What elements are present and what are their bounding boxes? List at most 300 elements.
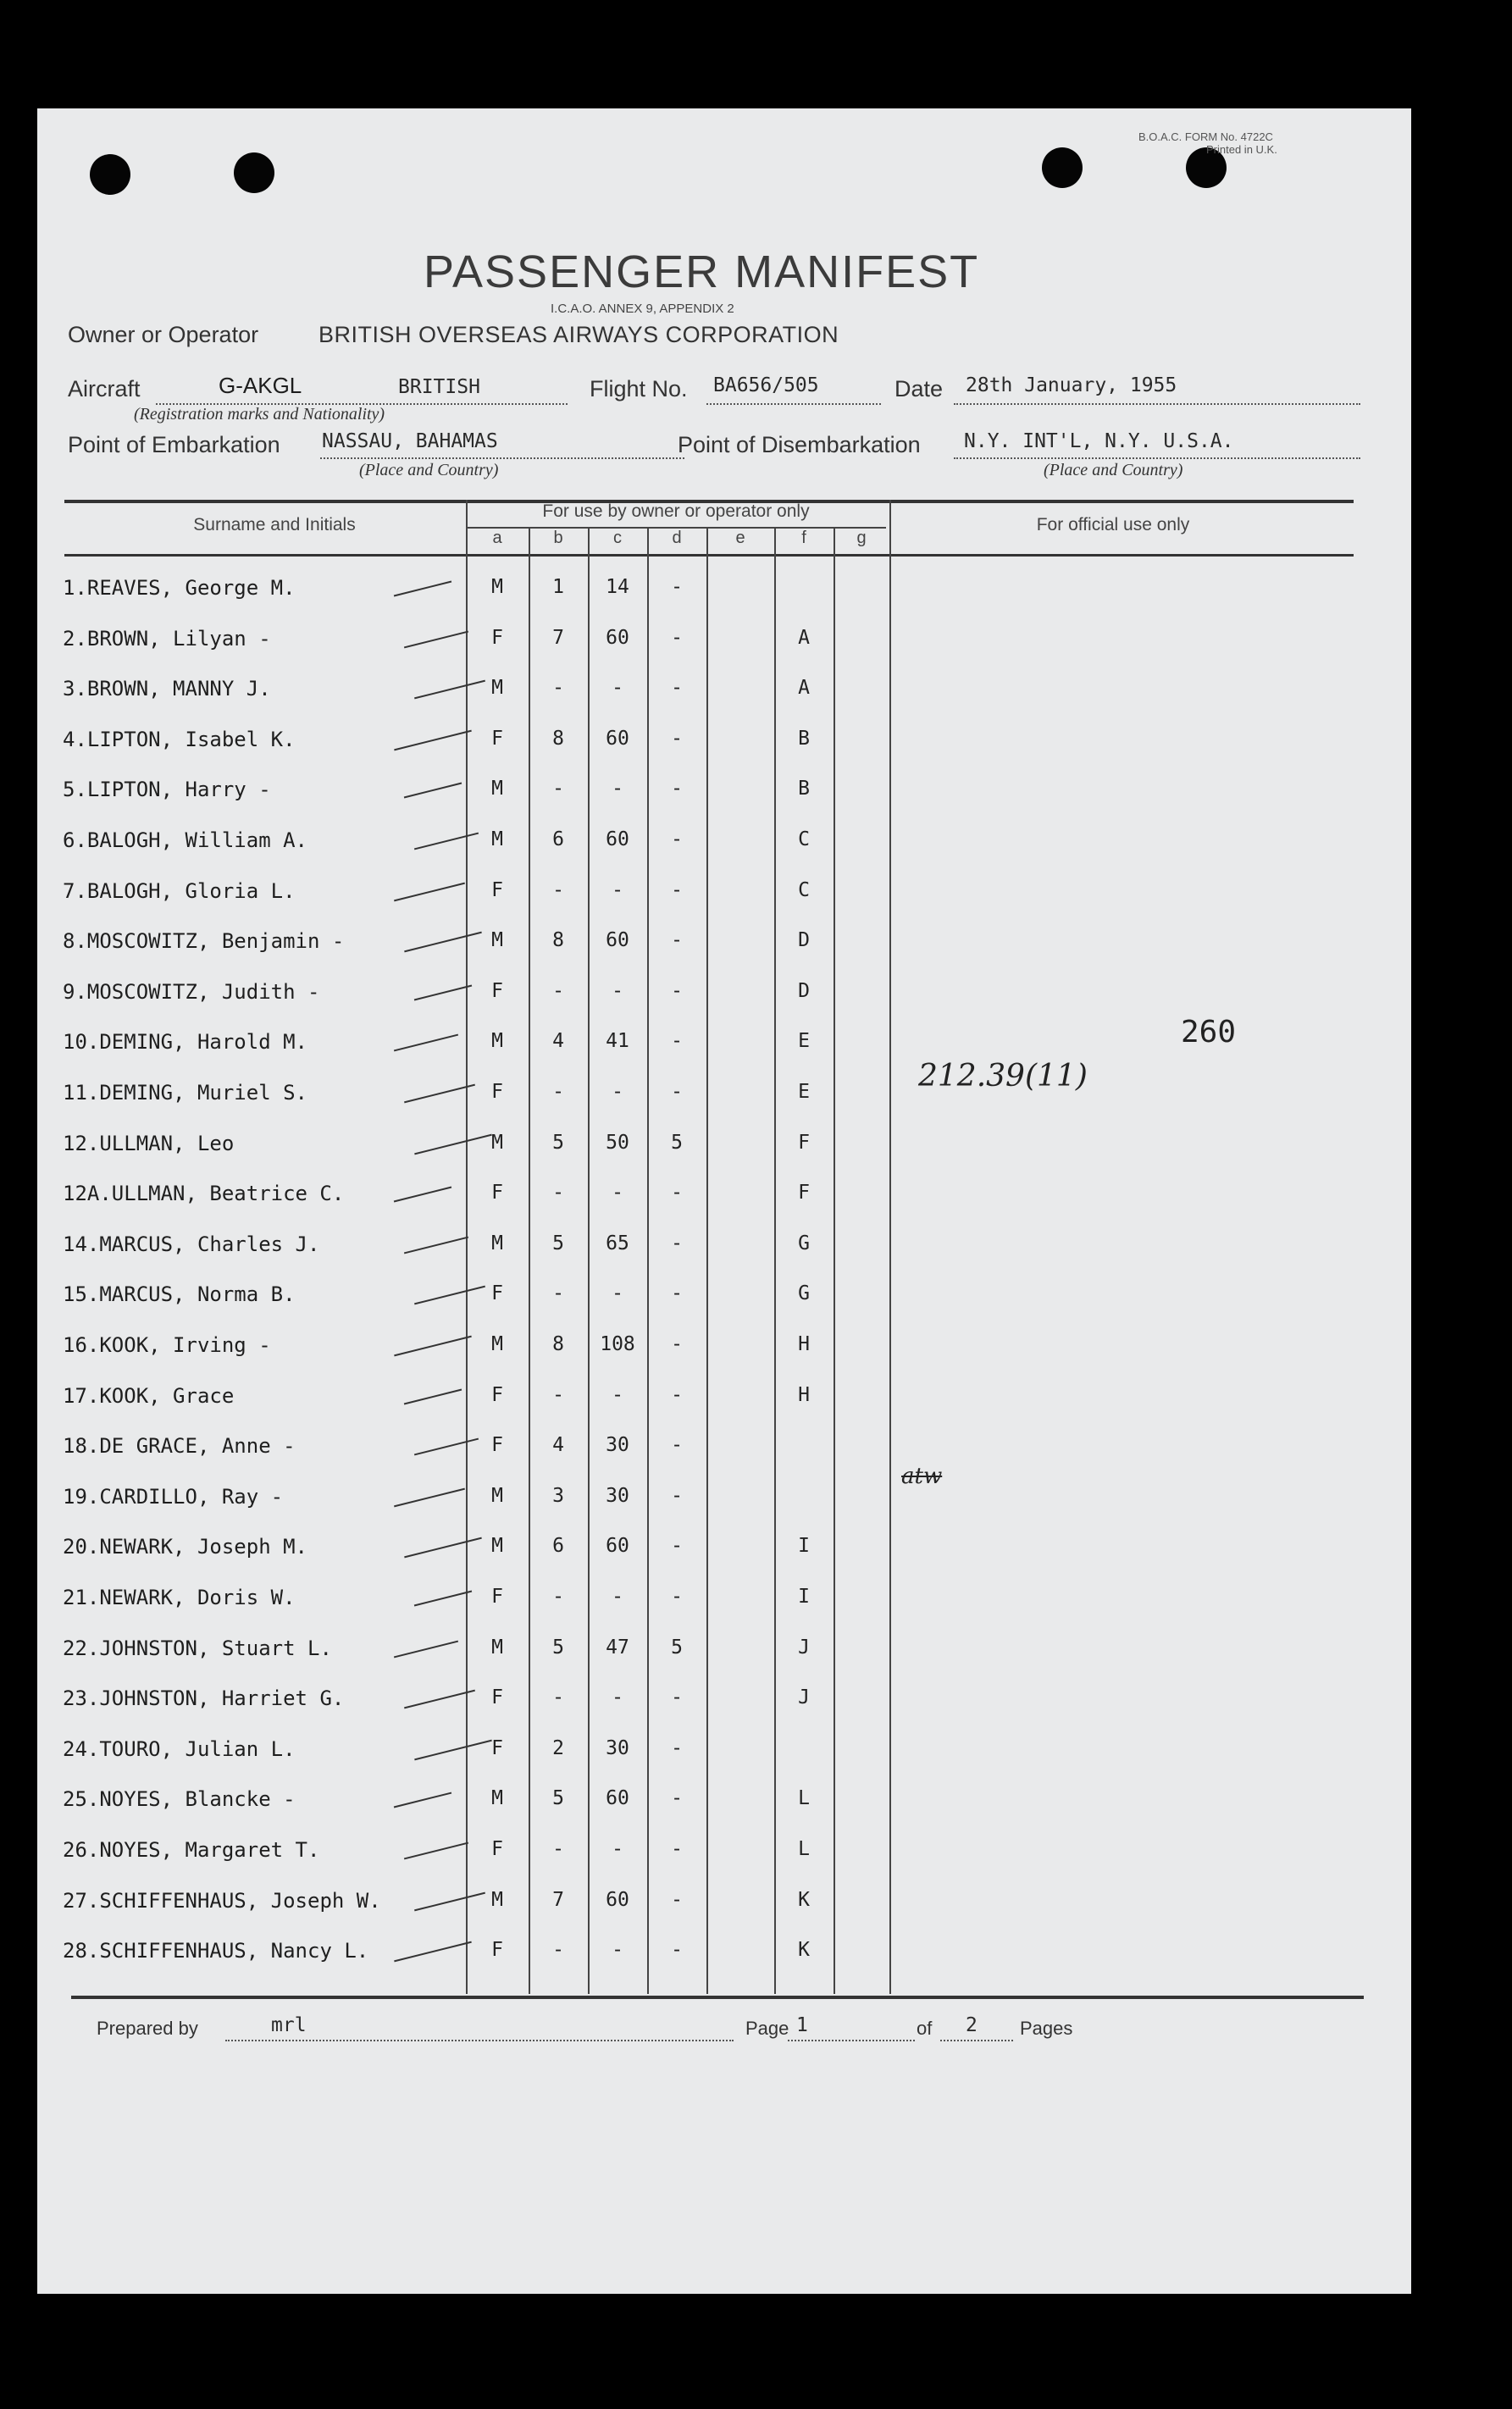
pencil-tick-mark: [394, 1187, 451, 1203]
passenger-name-text: KOOK, Grace: [99, 1383, 235, 1408]
table-row: [37, 1525, 1411, 1576]
cell-c: -: [612, 1939, 623, 1962]
pencil-tick-mark: [404, 1236, 468, 1254]
pencil-tick-mark: [414, 984, 472, 1000]
cell-d: -: [671, 1787, 683, 1810]
embarkation-value: NASSAU, BAHAMAS: [322, 430, 498, 452]
page-title: PASSENGER MANIFEST: [424, 246, 980, 297]
cell-f: C: [798, 878, 810, 901]
passenger-number: 8.: [63, 929, 87, 954]
cell-a: M: [491, 1535, 503, 1558]
passenger-name-text: NOYES, Blancke -: [99, 1787, 296, 1812]
passenger-name-text: LIPTON, Isabel K.: [86, 727, 296, 751]
cell-c: 30: [606, 1434, 629, 1457]
cell-a: F: [491, 1939, 503, 1962]
cell-f: H: [798, 1333, 810, 1355]
cell-a: M: [491, 1131, 503, 1154]
cell-d: -: [671, 1939, 683, 1962]
pencil-tick-mark: [394, 1792, 451, 1808]
table-row: [37, 1777, 1411, 1828]
prepared-label: Prepared by: [97, 2018, 198, 2039]
flight-number: BA656/505: [713, 374, 819, 396]
passenger-number: 26.: [63, 1838, 100, 1862]
passenger-number: 11.: [63, 1081, 100, 1105]
cell-d: -: [671, 1888, 683, 1911]
passenger-number: 25.: [63, 1787, 100, 1812]
cell-d: -: [671, 1434, 683, 1457]
official-use-header: For official use only: [1036, 515, 1190, 534]
passenger-number: 3.: [63, 677, 87, 701]
passenger-name-text: DEMING, Muriel S.: [99, 1081, 307, 1105]
passenger-name: [63, 1384, 234, 1408]
manifest-page: [37, 108, 1411, 2294]
cell-f: K: [798, 1888, 810, 1911]
cell-a: F: [491, 1686, 503, 1709]
table-row: [37, 1676, 1411, 1727]
cell-b: -: [552, 1282, 564, 1305]
cell-f: I: [798, 1586, 810, 1608]
passenger-name-text: LIPTON, Harry -: [86, 778, 271, 802]
passenger-name-text: KOOK, Irving -: [99, 1333, 271, 1357]
cell-d: -: [671, 1081, 683, 1103]
cell-f: D: [798, 979, 810, 1002]
cell-b: -: [552, 1838, 564, 1860]
cell-a: F: [491, 979, 503, 1002]
cell-c: -: [612, 1586, 623, 1608]
table-row: [37, 1323, 1411, 1374]
passenger-name: [63, 1636, 332, 1660]
cell-d: 5: [671, 1636, 683, 1659]
passenger-name-text: NOYES, Margaret T.: [99, 1838, 320, 1862]
cell-c: 60: [606, 1535, 629, 1558]
cell-c: 41: [606, 1030, 629, 1053]
passenger-name-text: SCHIFFENHAUS, Joseph W.: [99, 1888, 381, 1913]
passenger-name-text: JOHNSTON, Harriet G.: [99, 1686, 345, 1711]
table-header-rule: [64, 554, 1354, 557]
cell-c: 108: [600, 1333, 635, 1355]
cell-d: -: [671, 727, 683, 750]
passenger-number: 2.: [63, 626, 87, 651]
cell-f: F: [798, 1131, 810, 1154]
passenger-number: 6.: [63, 828, 87, 852]
passenger-name: [63, 1535, 307, 1559]
cell-c: -: [612, 677, 623, 700]
cell-f: B: [798, 727, 810, 750]
table-row: [37, 1171, 1411, 1222]
passenger-name-text: BROWN, Lilyan -: [86, 626, 271, 651]
column-letter-b: b: [553, 529, 563, 547]
cell-c: -: [612, 878, 623, 901]
passenger-name: [63, 879, 296, 903]
table-row: [37, 566, 1411, 617]
cell-a: M: [491, 1484, 503, 1507]
form-number: [1138, 130, 1359, 156]
cell-f: B: [798, 778, 810, 800]
passenger-name: [63, 1434, 296, 1458]
cell-c: -: [612, 1182, 623, 1204]
pencil-tick-mark: [404, 1842, 468, 1860]
cell-f: A: [798, 677, 810, 700]
passenger-number: 28.: [63, 1939, 100, 1963]
cell-a: F: [491, 727, 503, 750]
flight-date: 28th January, 1955: [966, 374, 1177, 396]
pencil-tick-mark: [404, 1388, 462, 1404]
pencil-tick-mark: [394, 1640, 458, 1658]
cell-a: M: [491, 677, 503, 700]
cell-d: -: [671, 1383, 683, 1406]
disembarkation-value: N.Y. INT'L, N.Y. U.S.A.: [964, 430, 1234, 452]
of-label: of: [917, 2018, 933, 2039]
table-row: [37, 1121, 1411, 1172]
passenger-name: [63, 1132, 234, 1155]
cell-f: J: [798, 1686, 810, 1709]
passenger-name-text: JOHNSTON, Stuart L.: [99, 1636, 332, 1660]
cell-f: D: [798, 929, 810, 952]
passenger-name: [63, 778, 271, 801]
cell-a: F: [491, 1838, 503, 1860]
cell-d: -: [671, 979, 683, 1002]
cell-a: M: [491, 778, 503, 800]
aircraft-label: Aircraft: [68, 376, 141, 402]
passenger-name: [63, 1030, 307, 1054]
table-row: [37, 1828, 1411, 1879]
passenger-name: [63, 1182, 344, 1205]
cell-d: -: [671, 929, 683, 952]
cell-a: F: [491, 626, 503, 649]
passenger-name-text: SCHIFFENHAUS, Nancy L.: [99, 1939, 369, 1963]
table-row: [37, 869, 1411, 920]
cell-b: 1: [552, 576, 564, 598]
punch-hole-icon: [234, 152, 274, 193]
cell-a: F: [491, 1586, 503, 1608]
passenger-name: [63, 576, 296, 600]
cell-a: F: [491, 1182, 503, 1204]
table-row: [37, 919, 1411, 970]
cell-c: 47: [606, 1636, 629, 1659]
table-bottom-rule: [71, 1996, 1364, 1999]
cell-d: -: [671, 1232, 683, 1254]
table-row: [37, 1272, 1411, 1323]
passenger-number: 14.: [63, 1232, 100, 1256]
cell-b: -: [552, 1686, 564, 1709]
owner-use-header: For use by owner or operator only: [542, 501, 810, 521]
cell-f: E: [798, 1030, 810, 1053]
aircraft-registration: G-AKGL: [219, 373, 302, 398]
passenger-name-text: MOSCOWITZ, Benjamin -: [86, 929, 345, 954]
passenger-name-text: BALOGH, William A.: [86, 828, 307, 852]
cell-b: -: [552, 1383, 564, 1406]
official-note-initials: atw: [901, 1464, 943, 1489]
disembarkation-caption: (Place and Country): [1044, 461, 1183, 479]
form-number-text: B.O.A.C. FORM No. 4722C: [1138, 130, 1273, 143]
table-row: [37, 717, 1411, 768]
passenger-name: [63, 1586, 296, 1609]
passenger-name: [63, 1889, 381, 1913]
cell-f: E: [798, 1081, 810, 1103]
cell-a: F: [491, 1434, 503, 1457]
cell-d: -: [671, 1535, 683, 1558]
cell-b: 7: [552, 1888, 564, 1911]
cell-d: -: [671, 1282, 683, 1305]
page-number: 1: [796, 2014, 808, 2036]
official-note-number: 260: [1181, 1015, 1237, 1049]
cell-b: -: [552, 1586, 564, 1608]
pencil-tick-mark: [404, 783, 462, 799]
cell-c: 60: [606, 1787, 629, 1810]
cell-f: K: [798, 1939, 810, 1962]
table-row: [37, 667, 1411, 717]
pages-label: Pages: [1020, 2018, 1073, 2039]
disembarkation-label: Point of Disembarkation: [678, 432, 921, 457]
cell-a: F: [491, 1282, 503, 1305]
table-row: [37, 1374, 1411, 1425]
cell-a: F: [491, 878, 503, 901]
cell-c: -: [612, 1838, 623, 1860]
cell-c: 60: [606, 727, 629, 750]
passenger-number: 1.: [63, 576, 87, 600]
cell-d: -: [671, 1484, 683, 1507]
passenger-name-text: ULLMAN, Beatrice C.: [111, 1182, 345, 1206]
cell-a: M: [491, 1232, 503, 1254]
column-letter-f: f: [801, 529, 806, 547]
cell-a: M: [491, 1030, 503, 1053]
embarkation-caption: (Place and Country): [359, 461, 499, 479]
passenger-number: 18.: [63, 1434, 100, 1459]
cell-b: 8: [552, 1333, 564, 1355]
cell-d: -: [671, 1686, 683, 1709]
cell-d: -: [671, 878, 683, 901]
passenger-name: [63, 1686, 344, 1710]
pencil-tick-mark: [394, 1336, 472, 1357]
cell-a: F: [491, 1736, 503, 1759]
table-row: [37, 1879, 1411, 1930]
passenger-name: [63, 1485, 283, 1509]
pencil-tick-mark: [394, 729, 472, 750]
cell-b: 5: [552, 1636, 564, 1659]
cell-c: 65: [606, 1232, 629, 1254]
table-row: [37, 1222, 1411, 1273]
cell-a: M: [491, 929, 503, 952]
cell-f: F: [798, 1182, 810, 1204]
cell-a: M: [491, 1888, 503, 1911]
table-row: [37, 1071, 1411, 1121]
cell-b: -: [552, 1182, 564, 1204]
cell-b: -: [552, 1081, 564, 1103]
cell-b: 5: [552, 1232, 564, 1254]
punch-hole-icon: [90, 154, 130, 195]
cell-a: M: [491, 1636, 503, 1659]
pencil-tick-mark: [404, 1690, 475, 1709]
passenger-number: 22.: [63, 1636, 100, 1660]
official-note-code: 212.39(11): [918, 1059, 1088, 1094]
cell-b: 7: [552, 626, 564, 649]
column-letter-d: d: [672, 529, 682, 547]
date-label: Date: [894, 376, 944, 402]
cell-c: -: [612, 1081, 623, 1103]
cell-f: G: [798, 1282, 810, 1305]
passenger-number: 12A.: [63, 1182, 112, 1206]
total-pages: 2: [966, 2014, 978, 2036]
cell-b: -: [552, 1939, 564, 1962]
cell-c: -: [612, 778, 623, 800]
cell-b: 5: [552, 1787, 564, 1810]
cell-f: I: [798, 1535, 810, 1558]
cell-c: 14: [606, 576, 629, 598]
passenger-name-text: TOURO, Julian L.: [99, 1736, 296, 1761]
passenger-name-text: MARCUS, Norma B.: [99, 1282, 296, 1307]
passenger-number: 9.: [63, 979, 87, 1004]
passenger-name-text: MARCUS, Charles J.: [99, 1232, 320, 1256]
passenger-number: 5.: [63, 778, 87, 802]
cell-f: J: [798, 1636, 810, 1659]
column-letter-g: g: [856, 529, 867, 547]
cell-d: -: [671, 1030, 683, 1053]
cell-f: L: [798, 1787, 810, 1810]
cell-b: 6: [552, 828, 564, 850]
cell-d: -: [671, 1736, 683, 1759]
owner-value: BRITISH OVERSEAS AIRWAYS CORPORATION: [318, 322, 839, 347]
flight-label: Flight No.: [590, 376, 688, 402]
passenger-name: [63, 627, 271, 651]
cell-d: -: [671, 1838, 683, 1860]
pencil-tick-mark: [404, 1084, 475, 1104]
passenger-number: 15.: [63, 1282, 100, 1307]
passenger-name-text: DEMING, Harold M.: [99, 1030, 307, 1055]
passenger-number: 7.: [63, 878, 87, 903]
page-label: Page: [745, 2018, 789, 2039]
passenger-number: 17.: [63, 1383, 100, 1408]
pencil-tick-mark: [394, 581, 451, 597]
cell-c: -: [612, 1282, 623, 1305]
table-row: [37, 767, 1411, 818]
passenger-name: [63, 1232, 319, 1256]
passenger-name: [63, 980, 319, 1004]
passenger-number: 16.: [63, 1333, 100, 1357]
cell-f: A: [798, 626, 810, 649]
column-letter-c: c: [613, 529, 622, 547]
cell-f: H: [798, 1383, 810, 1406]
passenger-number: 23.: [63, 1686, 100, 1711]
cell-d: -: [671, 626, 683, 649]
cell-b: 2: [552, 1736, 564, 1759]
aircraft-caption: (Registration marks and Nationality): [134, 405, 385, 424]
pencil-tick-mark: [404, 630, 468, 648]
passenger-name: [63, 1333, 271, 1357]
cell-d: -: [671, 1182, 683, 1204]
surname-header: Surname and Initials: [193, 515, 356, 534]
cell-f: C: [798, 828, 810, 850]
passenger-name-text: CARDILLO, Ray -: [99, 1484, 284, 1509]
passenger-name: [63, 1939, 368, 1963]
cell-b: -: [552, 778, 564, 800]
cell-a: M: [491, 1787, 503, 1810]
cell-d: -: [671, 677, 683, 700]
passenger-name-text: MOSCOWITZ, Judith -: [86, 979, 320, 1004]
cell-a: M: [491, 576, 503, 598]
cell-c: 30: [606, 1736, 629, 1759]
passenger-name: [63, 1737, 296, 1761]
passenger-name-text: NEWARK, Doris W.: [99, 1586, 296, 1609]
passenger-number: 19.: [63, 1484, 100, 1509]
cell-a: F: [491, 1081, 503, 1103]
passenger-name-text: BALOGH, Gloria L.: [86, 878, 296, 903]
cell-d: -: [671, 1333, 683, 1355]
pencil-tick-mark: [394, 882, 465, 901]
passenger-name-text: REAVES, George M.: [86, 576, 296, 600]
passenger-number: 4.: [63, 727, 87, 751]
cell-c: 60: [606, 626, 629, 649]
cell-b: -: [552, 979, 564, 1002]
table-row: [37, 617, 1411, 667]
table-row: [37, 1626, 1411, 1677]
punch-hole-icon: [1042, 147, 1083, 188]
cell-b: 8: [552, 929, 564, 952]
passenger-number: 24.: [63, 1736, 100, 1761]
table-row: [37, 1475, 1411, 1526]
passenger-name-text: NEWARK, Joseph M.: [99, 1535, 307, 1559]
cell-b: 3: [552, 1484, 564, 1507]
passenger-name: [63, 1838, 319, 1862]
pencil-tick-mark: [414, 1591, 472, 1607]
pencil-tick-mark: [394, 1487, 465, 1507]
table-row: [37, 1424, 1411, 1475]
aircraft-nationality: BRITISH: [398, 376, 480, 398]
table-row: [37, 1929, 1411, 1980]
cell-b: 5: [552, 1131, 564, 1154]
passenger-name: [63, 1787, 296, 1811]
cell-c: 60: [606, 929, 629, 952]
printed-text: Printed in U.K.: [1206, 143, 1277, 156]
prepared-value: mrl: [271, 2014, 307, 2036]
passenger-name-text: DE GRACE, Anne -: [99, 1434, 296, 1459]
embarkation-label: Point of Embarkation: [68, 432, 280, 457]
passenger-number: 27.: [63, 1888, 100, 1913]
passenger-name-text: ULLMAN, Leo: [99, 1131, 235, 1155]
passenger-number: 21.: [63, 1586, 100, 1609]
cell-c: -: [612, 1686, 623, 1709]
cell-c: -: [612, 1383, 623, 1406]
table-row: [37, 970, 1411, 1021]
passenger-number: 12.: [63, 1131, 100, 1155]
passenger-name: [63, 828, 307, 852]
passenger-name: [63, 1282, 296, 1306]
passenger-name: [63, 1081, 307, 1105]
cell-b: 8: [552, 727, 564, 750]
cell-d: 5: [671, 1131, 683, 1154]
owner-label: Owner or Operator: [68, 322, 259, 347]
passenger-name-text: BROWN, MANNY J.: [86, 677, 271, 701]
cell-c: 60: [606, 828, 629, 850]
cell-b: 4: [552, 1030, 564, 1053]
column-letter-e: e: [735, 529, 745, 547]
cell-f: L: [798, 1838, 810, 1860]
cell-c: 50: [606, 1131, 629, 1154]
cell-d: -: [671, 828, 683, 850]
table-row: [37, 1727, 1411, 1778]
cell-f: G: [798, 1232, 810, 1254]
cell-b: -: [552, 677, 564, 700]
passenger-name: [63, 929, 344, 953]
cell-b: 4: [552, 1434, 564, 1457]
cell-a: M: [491, 828, 503, 850]
pencil-tick-mark: [394, 1941, 472, 1963]
pencil-tick-mark: [394, 1034, 458, 1052]
passenger-number: 10.: [63, 1030, 100, 1055]
passenger-number: 20.: [63, 1535, 100, 1559]
passenger-name: [63, 677, 271, 701]
cell-a: M: [491, 1333, 503, 1355]
cell-a: F: [491, 1383, 503, 1406]
